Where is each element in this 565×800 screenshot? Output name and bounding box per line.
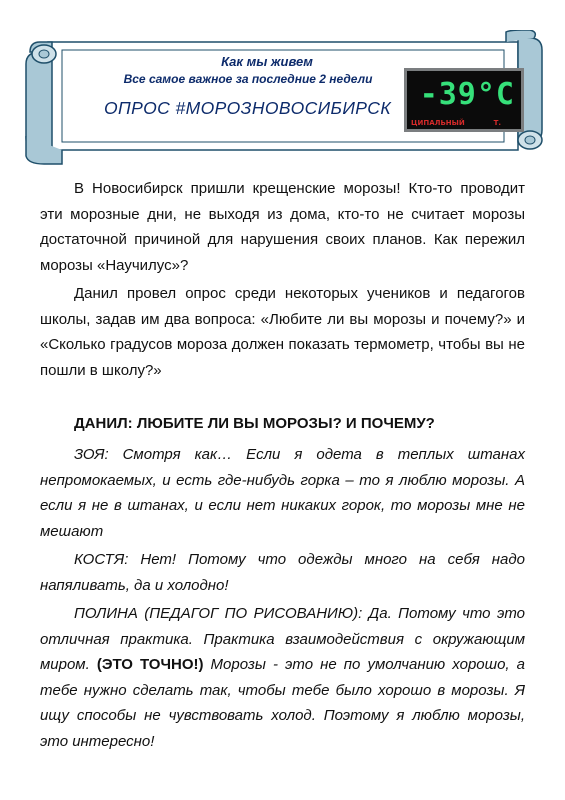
- intro-paragraph-2: Данил провел опрос среди некоторых учеников и педагогов школы, задав им два вопроса: «Любите ли вы морозы и почему?» и «Сколько градусов мороза должен показать термометр, чтобы вы не пошли в школу?»: [40, 285, 525, 379]
- survey-question-heading: ДАНИЛ: ЛЮБИТЕ ЛИ ВЫ МОРОЗЫ? И ПОЧЕМУ?: [74, 415, 435, 432]
- answer-polina-text-2: Морозы - это не по умолчанию хорошо, а тебе нужно сделать так, чтобы тебе было хорошо в морозы. Я ищу способы не чувствовать холод. Поэтому я люблю морозы, это интересно!: [40, 656, 525, 750]
- intro-section: [40, 176, 525, 383]
- thermometer-label: ЦИПАЛЬНЫЙ: [411, 119, 465, 127]
- thermometer-display-image: [404, 68, 524, 132]
- header-banner: [22, 30, 546, 165]
- answer-polina: [40, 601, 525, 754]
- thermometer-unit-mark: Т.: [493, 119, 501, 127]
- answer-kostya: КОСТЯ: Нет! Потому что одежды много на себя надо напяливать, да и холодно!: [40, 551, 525, 594]
- banner-subtitle: Все самое важное за последние 2 недели: [123, 72, 373, 86]
- answers-section: [40, 442, 525, 754]
- thermometer-reading: -39°C: [419, 77, 515, 112]
- intro-paragraph-1: В Новосибирск пришли крещенские морозы! Кто-то проводит эти морозные дни, не выходя из дома, кто-то не считает морозы достаточной причиной для нарушения своих планов. Как пережил морозы «Научилус»?: [40, 180, 525, 274]
- answer-polina-emphasis: (ЭТО ТОЧНО!): [96, 656, 204, 673]
- answer-zoya: ЗОЯ: Смотря как… Если я одета в теплых штанах непромокаемых, и есть где-нибудь горка – то я люблю морозы. А если я не в штанах, и если нет никаких горок, то морозы мне не мешают: [40, 446, 525, 540]
- banner-title: Как мы живем: [221, 54, 313, 69]
- answer-polina-text-1: ПОЛИНА (ПЕДАГОГ ПО РИСОВАНИЮ): Да. Потому что это отличная практика. Практика взаимодействия с окружающим миром.: [40, 605, 525, 673]
- banner-headline: ОПРОС #МОРОЗНОВОСИБИРСК: [104, 98, 392, 118]
